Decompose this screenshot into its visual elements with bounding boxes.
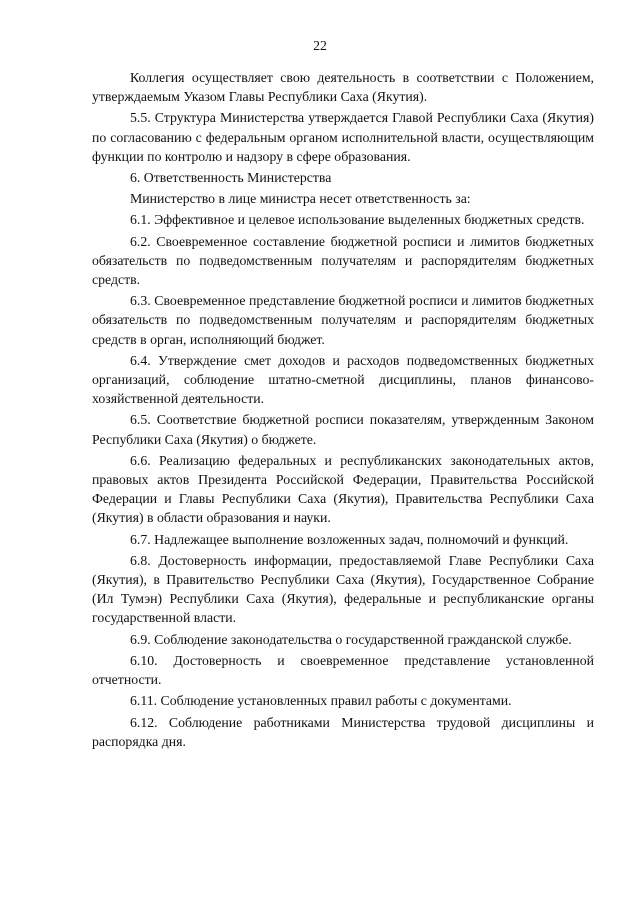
intro-paragraph: Министерство в лице министра несет ответственность за: bbox=[130, 191, 471, 207]
list-item: 6.3. Своевременное представление бюджетной росписи и лимитов бюджетных обязательств по подведомственным получателям и распорядителям бюджетных средств в орган, исполняющий бюджет. bbox=[92, 293, 594, 347]
list-item: 6.5. Соответствие бюджетной росписи показателям, утвержденным Законом Республики Саха (Якутия) о бюджете. bbox=[92, 412, 594, 447]
list-item: 6.6. Реализацию федеральных и республиканских законодательных актов, правовых актов Президента Российской Федерации, Правительства Российской Федерации и Главы Республики Саха (Якутия), Правительства Республики Саха (Якутия) в области образования и науки. bbox=[92, 452, 594, 526]
list-item: 6.12. Соблюдение работниками Министерства трудовой дисциплины и распорядка дня. bbox=[92, 714, 594, 749]
paragraph: Коллегия осуществляет свою деятельность в соответствии с Положением, утверждаемым Указом Главы Республики Саха (Якутия). bbox=[92, 70, 594, 105]
list-item: 6.2. Своевременное составление бюджетной росписи и лимитов бюджетных обязательств по подведомственным получателям и распорядителям бюджетных средств. bbox=[92, 233, 594, 288]
document-body bbox=[92, 68, 594, 753]
paragraph: 5.5. Структура Министерства утверждается Главой Республики Саха (Якутия) по согласованию с федеральным органом исполнительной власти, осуществляющим функции по контролю и надзору в сфере образования. bbox=[92, 110, 594, 164]
list-item: 6.11. Соблюдение установленных правил работы с документами. bbox=[130, 693, 512, 709]
list-item: 6.8. Достоверность информации, предоставляемой Главе Республики Саха (Якутия), в Правительство Республики Саха (Якутия), Государственное Собрание (Ил Тумэн) Республики Саха (Якутия), федеральные и республиканские органы государственной власти. bbox=[92, 552, 594, 626]
list-item: 6.1. Эффективное и целевое использование выделенных бюджетных средств. bbox=[130, 212, 585, 228]
page-number: 22 bbox=[313, 38, 327, 53]
list-item: 6.7. Надлежащее выполнение возложенных задач, полномочий и функций. bbox=[130, 531, 569, 547]
list-item: 6.9. Соблюдение законодательства о государственной гражданской службе. bbox=[130, 631, 572, 647]
list-item: 6.10. Достоверность и своевременное представление установленной отчетности. bbox=[92, 652, 594, 688]
section-heading: 6. Ответственность Министерства bbox=[130, 170, 332, 186]
list-item: 6.4. Утверждение смет доходов и расходов подведомственных бюджетных организаций, соблюдение штатно-сметной дисциплины, планов финансово-хозяйственной деятельности. bbox=[92, 352, 594, 407]
